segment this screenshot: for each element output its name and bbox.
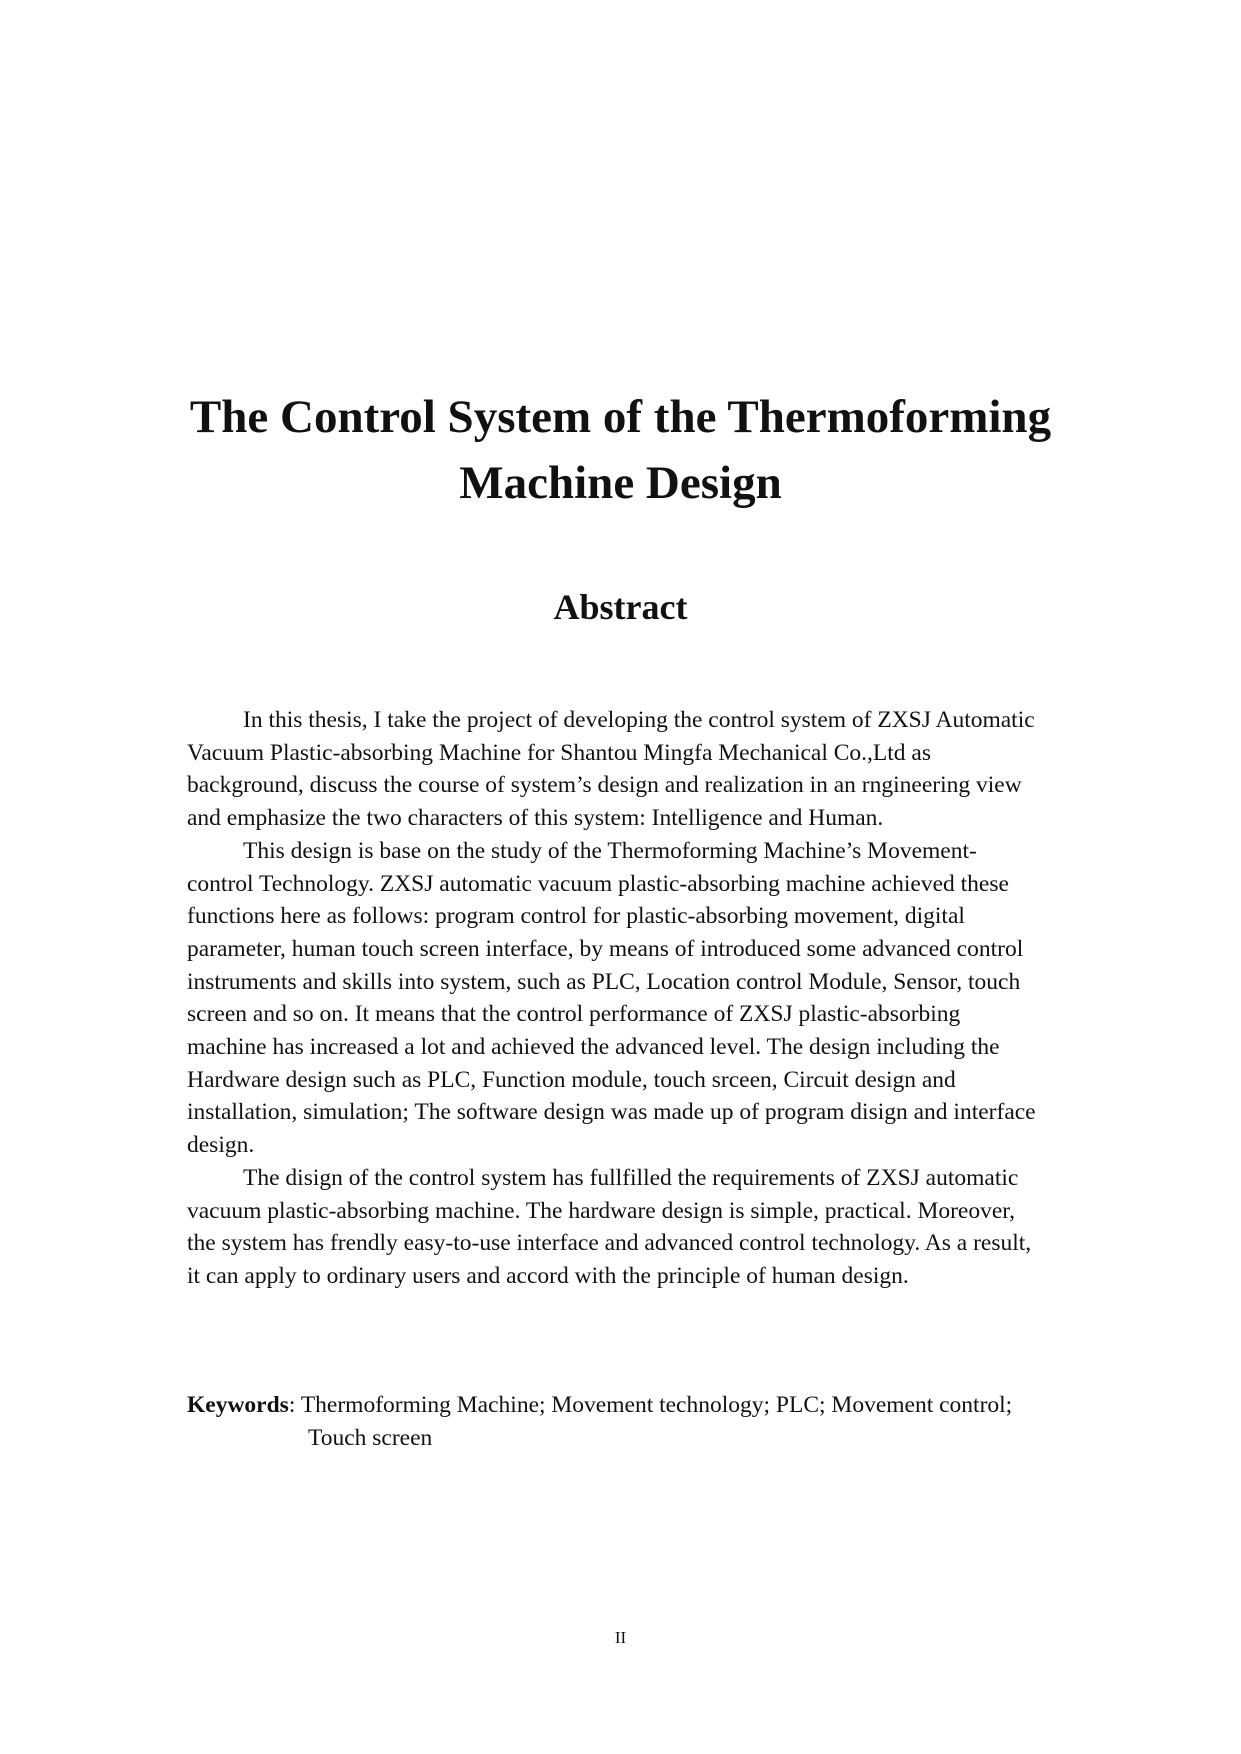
abstract-paragraph-2: This design is base on the study of the Thermoforming Machine’s Movement-control Technology. ZXSJ automatic vacuum plastic-absorbing machine achieved these functions here as follows: program control for plastic-absorbing movement, digital parameter, human touch screen interface, by means of introduced some advanced control instruments and skills into system, such as PLC, Location control Module, Sensor, touch screen and so on. It means that the control performance of ZXSJ plastic-absorbing machine has increased a lot and achieved the advanced level. The design including the Hardware design such as PLC, Function module, touch srceen, Circuit design and installation, simulation; The software design was made up of program disign and interface design. bbox=[187, 837, 1036, 1159]
keywords-label: Keywords bbox=[187, 1392, 289, 1418]
abstract-paragraph-1: In this thesis, I take the project of developing the control system of ZXSJ Automatic Vacuum Plastic-absorbing Machine for Shantou Mingfa Mechanical Co.,Ltd as background, discuss the course of system’s design and realization in an rngineering view and emphasize the two characters of this system: Intelligence and Human. bbox=[187, 707, 1035, 832]
document-title bbox=[0, 384, 1241, 516]
page-number: II bbox=[614, 1628, 627, 1647]
title-line-2: Machine Design bbox=[459, 457, 782, 509]
title-line-1: The Control System of the Thermoforming bbox=[189, 391, 1052, 443]
keywords-block bbox=[187, 1389, 1017, 1454]
abstract-body bbox=[187, 704, 1042, 1293]
keywords-text: Thermoforming Machine; Movement technology; PLC; Movement control; Touch screen bbox=[300, 1392, 1013, 1451]
keywords-separator: : bbox=[288, 1392, 301, 1418]
abstract-heading: Abstract bbox=[553, 587, 688, 627]
abstract-paragraph-3: The disign of the control system has fullfilled the requirements of ZXSJ automatic vacuum plastic-absorbing machine. The hardware design is simple, practical. Moreover, the system has frendly easy-to-use interface and advanced control technology. As a result, it can apply to ordinary users and accord with the principle of human design. bbox=[187, 1164, 1032, 1289]
